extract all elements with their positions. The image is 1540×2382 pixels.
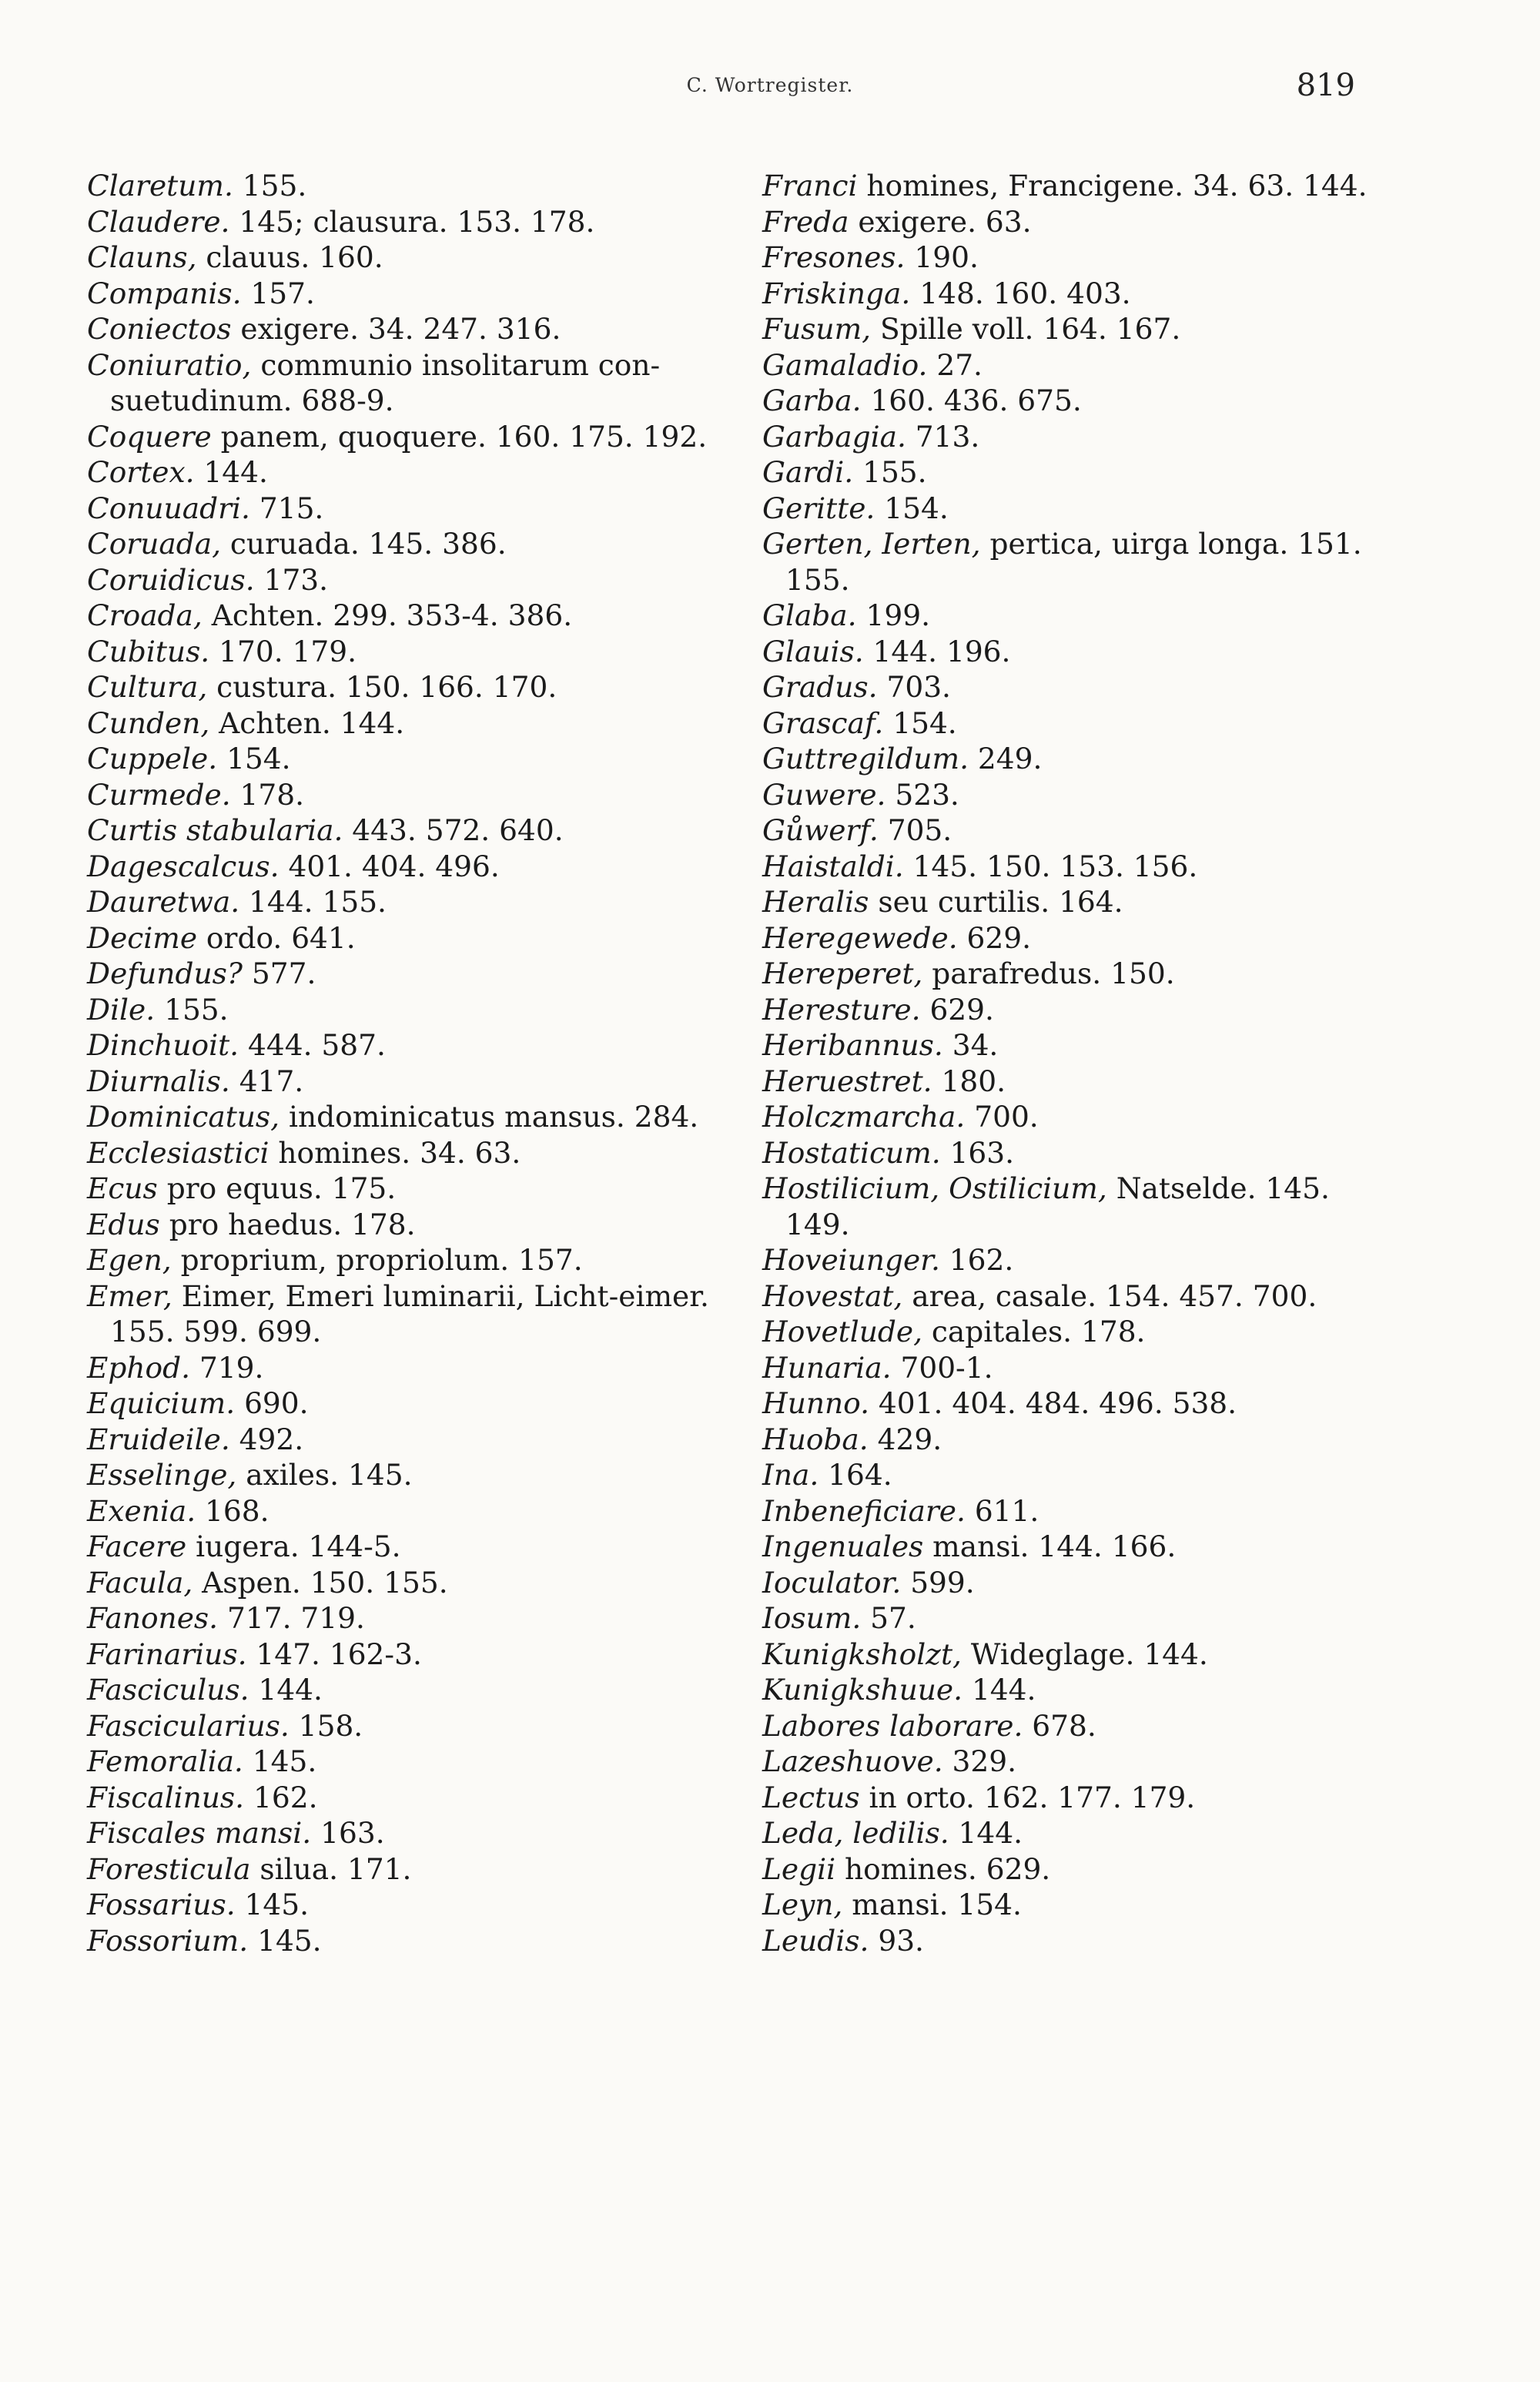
index-references: 492. [229, 1422, 304, 1456]
index-references: capitales. 178. [922, 1315, 1146, 1348]
index-references: 145. [243, 1744, 317, 1778]
index-references: 158. [289, 1708, 363, 1743]
index-entry [87, 1851, 749, 1888]
index-references: 417. [229, 1064, 304, 1098]
index-references: clauus. 160. [196, 240, 383, 274]
index-references: pertica, uirga longa. 151. 155. [785, 527, 1362, 597]
index-entry [762, 526, 1378, 598]
index-entry [762, 1314, 1378, 1350]
index-entry [762, 1457, 1378, 1493]
index-term: Egen, [87, 1243, 172, 1277]
index-references: ordo. 641. [197, 920, 356, 955]
index-term: Ecus [87, 1171, 158, 1205]
index-references: 717. 719. [218, 1601, 365, 1635]
index-term: Coniectos [87, 312, 232, 346]
index-entry [762, 1027, 1378, 1064]
index-references: 599. [901, 1565, 975, 1600]
index-references: Eimer, Emeri luminarii, Licht-eimer. 155. 599. 699. [110, 1278, 709, 1348]
index-references: 611. [965, 1493, 1040, 1528]
index-references: 144. [194, 455, 268, 489]
index-references: 429. [868, 1422, 942, 1456]
index-entry [762, 669, 1378, 705]
index-references: 154. [883, 705, 957, 740]
index-term: Coruada, [87, 527, 221, 561]
index-term: Freda [762, 204, 849, 239]
index-entry [762, 1780, 1378, 1816]
index-entry [762, 168, 1378, 204]
index-references: parafredus. 150. [922, 956, 1175, 990]
index-references: 163. [940, 1135, 1015, 1170]
index-references: 199. [856, 598, 931, 632]
index-entry [87, 276, 749, 312]
index-term: Leda, ledilis. [762, 1816, 949, 1850]
index-entry [762, 705, 1378, 742]
index-entry [762, 1600, 1378, 1637]
index-entry [87, 1457, 749, 1493]
index-entry [762, 1637, 1378, 1673]
index-references: Achten. 299. 353-4. 386. [202, 598, 573, 632]
index-entry [762, 1422, 1378, 1458]
index-entry [87, 1064, 749, 1100]
index-entry [87, 1493, 749, 1529]
index-term: Heregewede. [762, 920, 958, 955]
index-term: Companis. [87, 276, 242, 310]
index-term: Curtis stabularia. [87, 813, 343, 847]
running-head: C. Wortregister. [686, 74, 854, 96]
index-references: 144. [962, 1673, 1036, 1707]
index-term: Gamaladio. [762, 347, 928, 382]
index-entry [762, 1135, 1378, 1171]
index-references: seu curtilis. 164. [869, 885, 1123, 919]
index-term: Haistaldi. [762, 849, 904, 883]
index-references: 144. [949, 1816, 1023, 1850]
index-entry [762, 1672, 1378, 1708]
index-references: 157. [241, 276, 315, 310]
index-term: Equicium. [87, 1386, 236, 1420]
index-references: 629. [957, 920, 1032, 955]
index-entry [762, 454, 1378, 491]
index-entry [87, 812, 749, 849]
index-term: Gardi. [762, 455, 854, 489]
index-entry [87, 1350, 749, 1386]
index-term: Dagescalcus. [87, 849, 280, 883]
index-references: indominicatus mansus. 284. [280, 1100, 699, 1134]
index-term: Glaba. [762, 598, 857, 632]
index-references: Aspen. 150. 155. [192, 1565, 448, 1600]
index-references: iugera. 144-5. [186, 1529, 401, 1563]
index-entry [762, 634, 1378, 670]
index-references: 144. 155. [239, 885, 387, 919]
index-term: Ioculator. [762, 1565, 902, 1600]
index-entry [762, 1851, 1378, 1888]
index-references: panem, quoquere. 160. 175. 192. [211, 419, 708, 454]
index-entry [87, 956, 749, 992]
index-references: 93. [869, 1923, 924, 1958]
index-term: Cubitus. [87, 634, 210, 668]
index-entry [87, 1135, 749, 1171]
index-references: 154. [217, 742, 291, 776]
index-term: Iosum. [762, 1601, 862, 1635]
index-references: 523. [886, 777, 959, 812]
index-term: Gerten, Ierten, [762, 527, 981, 561]
index-entry [762, 1744, 1378, 1780]
index-references: homines. 629. [835, 1851, 1051, 1886]
index-term: Decime [87, 920, 198, 955]
index-entry [87, 311, 749, 347]
index-term: Heruestret. [762, 1064, 932, 1098]
index-term: Farinarius. [87, 1637, 247, 1671]
index-entry [87, 1565, 749, 1601]
index-term: Facula, [87, 1565, 193, 1600]
index-entry [87, 1027, 749, 1064]
index-term: Curmede. [87, 777, 231, 812]
index-term: Hovestat, [762, 1278, 903, 1313]
index-term: Franci [762, 169, 858, 203]
index-entry [762, 1923, 1378, 1959]
index-term: Glauis. [762, 634, 864, 668]
index-references: 144. [249, 1673, 323, 1707]
index-entry [762, 812, 1378, 849]
index-entry [762, 849, 1378, 885]
index-references: 155. [155, 992, 229, 1027]
index-term: Dauretwa. [87, 885, 240, 919]
index-references: Spille voll. 164. 167. [871, 312, 1181, 346]
index-entry [762, 1565, 1378, 1601]
index-term: Cunden, [87, 705, 210, 740]
index-references: 145. [248, 1923, 322, 1958]
index-references: 155. [233, 169, 307, 203]
index-entry [762, 1242, 1378, 1278]
index-term: Garba. [762, 384, 862, 417]
index-references: 145. [235, 1888, 310, 1921]
index-term: Kunigkshuue. [762, 1673, 963, 1707]
index-entry [87, 347, 749, 419]
index-references: 170. 179. [209, 634, 357, 668]
index-entry [87, 1422, 749, 1458]
index-term: Croada, [87, 598, 203, 632]
index-term: Heralis [762, 885, 869, 919]
page-number: 819 [1296, 68, 1355, 103]
index-term: Conuuadri. [87, 491, 250, 525]
index-references: 145; clausura. 153. 178. [229, 204, 595, 239]
index-references: mansi. 144. 166. [923, 1529, 1177, 1563]
index-term: Hunno. [762, 1386, 869, 1420]
index-references: 57. [861, 1601, 916, 1635]
index-references: 444. 587. [239, 1028, 386, 1062]
index-entry [87, 526, 749, 562]
index-references: 180. [932, 1064, 1006, 1098]
index-term: Hostaticum. [762, 1135, 941, 1170]
index-term: Lazeshuove. [762, 1744, 943, 1778]
index-term: Gradus. [762, 670, 878, 704]
index-entry [762, 276, 1378, 312]
index-term: Leyn, [762, 1888, 843, 1921]
index-entry [87, 705, 749, 742]
index-entry [87, 1780, 749, 1816]
index-references: Achten. 144. [209, 705, 405, 740]
index-column-right [762, 168, 1378, 1958]
index-references: homines. 34. 63. [269, 1135, 521, 1170]
index-term: Fusum, [762, 312, 872, 346]
index-references: 160. 436. 675. [861, 384, 1082, 417]
index-term: Claudere. [87, 204, 230, 239]
index-references: 401. 404. 496. [279, 849, 500, 883]
index-term: Fiscalinus. [87, 1780, 245, 1814]
index-term: Lectus [762, 1780, 860, 1814]
index-entry [762, 920, 1378, 956]
index-references: 629. [920, 992, 994, 1027]
index-references: 713. [906, 419, 980, 454]
index-term: Ecclesiastici [87, 1135, 270, 1170]
index-entry [762, 777, 1378, 813]
index-term: Exenia. [87, 1493, 196, 1528]
index-references: 162. [244, 1780, 318, 1814]
index-references: 700-1. [891, 1350, 993, 1385]
index-entry [762, 1385, 1378, 1422]
index-references: in orto. 162. 177. 179. [859, 1780, 1196, 1814]
index-term: Claretum. [87, 169, 233, 203]
index-term: Dinchuoit. [87, 1028, 239, 1062]
index-term: Hostilicium, Ostilicium, [762, 1171, 1107, 1205]
index-term: Clauns, [87, 240, 197, 274]
index-entry [87, 634, 749, 670]
index-term: Ephod. [87, 1350, 191, 1385]
index-entry [762, 347, 1378, 384]
index-term: Labores laborare. [762, 1708, 1023, 1743]
index-term: Fiscales mansi. [87, 1816, 312, 1850]
index-entry [87, 884, 749, 920]
index-entry [762, 884, 1378, 920]
index-entry [87, 1600, 749, 1637]
index-entry [762, 419, 1378, 455]
index-term: Grascaf. [762, 705, 884, 740]
index-references: 144. 196. [863, 634, 1011, 668]
index-entry [762, 1350, 1378, 1386]
index-references: area, casale. 154. 457. 700. [902, 1278, 1317, 1313]
index-entry [87, 1242, 749, 1278]
index-entry [762, 1708, 1378, 1744]
index-references: custura. 150. 166. 170. [207, 670, 557, 704]
index-term: Facere [87, 1529, 187, 1563]
index-entry [87, 849, 749, 885]
index-references: axiles. 145. [236, 1458, 413, 1492]
index-entry [87, 1815, 749, 1851]
index-term: Guwere. [762, 777, 886, 812]
index-entry [87, 1529, 749, 1565]
index-references: 27. [927, 347, 983, 382]
index-entry [87, 1207, 749, 1243]
index-references: proprium, propriolum. 157. [171, 1243, 583, 1277]
index-references: 154. [875, 491, 949, 525]
index-term: Inbeneficiare. [762, 1493, 966, 1528]
index-term: Hoveiunger. [762, 1243, 940, 1277]
index-entry [87, 240, 749, 276]
index-term: Legii [762, 1851, 836, 1886]
index-entry [762, 1887, 1378, 1923]
index-term: Guttregildum. [762, 742, 969, 776]
index-term: Hovetlude, [762, 1315, 922, 1348]
index-references: 164. [819, 1458, 892, 1492]
index-term: Hereperet, [762, 956, 923, 990]
index-references: 678. [1023, 1708, 1096, 1743]
index-references: curuada. 145. 386. [221, 527, 507, 561]
index-term: Coniuratio, [87, 347, 252, 382]
index-entry [87, 598, 749, 634]
index-references: 249. [969, 742, 1043, 776]
index-entry [87, 562, 749, 598]
index-references: 401. 404. 484. 496. 538. [869, 1386, 1237, 1420]
index-entry [87, 741, 749, 777]
index-references: 147. 162-3. [246, 1637, 422, 1671]
index-term: Femoralia. [87, 1744, 243, 1778]
index-entry [87, 419, 749, 455]
index-entry [87, 1708, 749, 1744]
index-entry [762, 1099, 1378, 1135]
index-references: 178. [230, 777, 305, 812]
index-term: Coruidicus. [87, 562, 255, 597]
index-term: Ingenuales [762, 1529, 924, 1563]
index-entry [762, 956, 1378, 992]
index-references: 163. [311, 1816, 385, 1850]
index-entry [87, 920, 749, 956]
index-references: 577. [242, 956, 316, 990]
index-term: Fascicularius. [87, 1708, 290, 1743]
index-references: 148. 160. 403. [910, 276, 1131, 310]
index-entry [87, 669, 749, 705]
index-term: Diurnalis. [87, 1064, 230, 1098]
index-references: 443. 572. 640. [343, 813, 564, 847]
index-term: Hunaria. [762, 1350, 892, 1385]
index-entry [762, 491, 1378, 527]
index-term: Heribannus. [762, 1028, 943, 1062]
index-entry [762, 598, 1378, 634]
index-entry [87, 1278, 749, 1350]
index-entry [762, 1529, 1378, 1565]
index-entry [87, 1637, 749, 1673]
index-references: 190. [905, 240, 979, 274]
index-term: Emer, [87, 1278, 172, 1313]
index-references: 703. [877, 670, 951, 704]
index-term: Leudis. [762, 1923, 869, 1958]
index-term: Geritte. [762, 491, 875, 525]
index-references: communio insolitarum con-suetudinum. 688-9. [110, 347, 661, 417]
index-references: 155. [853, 455, 927, 489]
index-references: homines, Francigene. 34. 63. 144. [857, 169, 1368, 203]
index-term: Fossorium. [87, 1923, 249, 1958]
index-term: Dile. [87, 992, 156, 1027]
index-references: exigere. 63. [849, 204, 1032, 239]
index-term: Fasciculus. [87, 1673, 249, 1707]
index-references: 715. [249, 491, 324, 525]
index-entry [87, 992, 749, 1028]
index-column-left [87, 168, 749, 1958]
index-term: Esselinge, [87, 1458, 237, 1492]
index-entry [87, 777, 749, 813]
index-references: 700. [965, 1100, 1039, 1134]
index-references: pro equus. 175. [157, 1171, 397, 1205]
index-entry [87, 1887, 749, 1923]
index-entry [87, 491, 749, 527]
index-term: Eruideile. [87, 1422, 230, 1456]
index-term: Cuppele. [87, 742, 218, 776]
index-references: mansi. 154. [842, 1888, 1022, 1921]
index-entry [87, 1923, 749, 1959]
index-entry [87, 1099, 749, 1135]
index-term: Garbagia. [762, 419, 906, 454]
index-entry [762, 1171, 1378, 1242]
index-term: Fanones. [87, 1601, 219, 1635]
index-term: Fossarius. [87, 1888, 236, 1921]
index-entry [762, 741, 1378, 777]
index-entry [87, 1672, 749, 1708]
index-references: 705. [878, 813, 952, 847]
index-entry [762, 383, 1378, 419]
index-entry [87, 168, 749, 204]
index-entry [87, 1744, 749, 1780]
index-entry [762, 240, 1378, 276]
index-references: 168. [196, 1493, 270, 1528]
index-term: Friskinga. [762, 276, 911, 310]
index-references: 690. [235, 1386, 309, 1420]
index-entry [762, 204, 1378, 240]
index-entry [87, 204, 749, 240]
index-entry [762, 1815, 1378, 1851]
index-references: 173. [254, 562, 329, 597]
index-references: 145. 150. 153. 156. [903, 849, 1198, 883]
index-references: pro haedus. 178. [159, 1207, 416, 1241]
index-term: Huoba. [762, 1422, 869, 1456]
index-term: Holczmarcha. [762, 1100, 966, 1134]
index-term: Dominicatus, [87, 1100, 280, 1134]
index-entry [762, 992, 1378, 1028]
index-term: Foresticula [87, 1851, 251, 1886]
index-term: Defundus? [87, 956, 243, 990]
index-term: Fresones. [762, 240, 906, 274]
index-references: exigere. 34. 247. 316. [231, 312, 561, 346]
index-term: Kunigksholzt, [762, 1637, 962, 1671]
index-entry [762, 1064, 1378, 1100]
index-entry [87, 1385, 749, 1422]
index-entry [762, 1278, 1378, 1315]
index-references: 719. [190, 1350, 264, 1385]
index-references: Natselde. 145. 149. [785, 1171, 1330, 1241]
index-term: Ina. [762, 1458, 819, 1492]
index-term: Cortex. [87, 455, 195, 489]
index-term: Coquere [87, 419, 212, 454]
index-term: Edus [87, 1207, 160, 1241]
index-entry [87, 1171, 749, 1207]
index-term: Heresture. [762, 992, 921, 1027]
index-entry [762, 1493, 1378, 1529]
index-entry [762, 311, 1378, 347]
index-term: Gůwerf. [762, 813, 879, 847]
index-references: silua. 171. [250, 1851, 412, 1886]
index-entry [87, 454, 749, 491]
index-references: Wideglage. 144. [961, 1637, 1208, 1671]
index-term: Cultura, [87, 670, 208, 704]
index-references: 162. [939, 1243, 1014, 1277]
index-references: 329. [942, 1744, 1017, 1778]
index-references: 34. [942, 1028, 999, 1062]
